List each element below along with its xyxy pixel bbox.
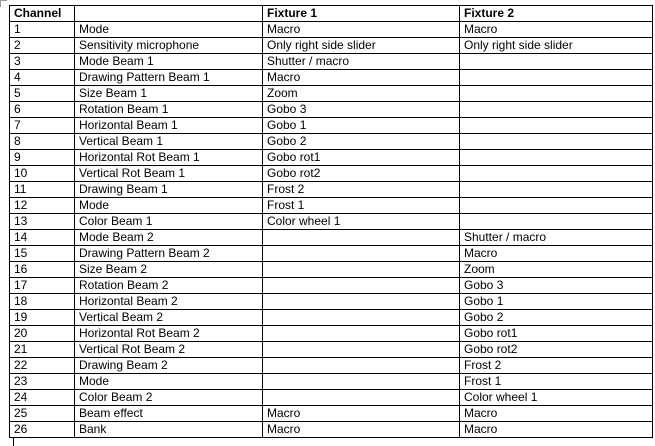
cell-fixture-2: Color wheel 1 — [460, 390, 653, 406]
cell-fixture-1: Gobo 2 — [263, 134, 460, 150]
cell-function: Vertical Beam 2 — [75, 310, 263, 326]
header-fixture-2: Fixture 2 — [460, 6, 653, 22]
cell-fixture-2 — [460, 102, 653, 118]
cell-function: Rotation Beam 2 — [75, 278, 263, 294]
cell-fixture-2 — [460, 118, 653, 134]
cell-fixture-1 — [263, 310, 460, 326]
cell-fixture-1: Macro — [263, 22, 460, 38]
cell-channel: 14 — [10, 230, 75, 246]
cell-fixture-2: Gobo 1 — [460, 294, 653, 310]
cell-fixture-2 — [460, 150, 653, 166]
cell-fixture-1 — [263, 246, 460, 262]
page-corner-mark — [0, 0, 7, 7]
cell-fixture-2: Gobo rot2 — [460, 342, 653, 358]
table-row — [10, 182, 653, 198]
table-row — [10, 230, 653, 246]
cell-fixture-2 — [460, 182, 653, 198]
cell-channel: 2 — [10, 38, 75, 54]
cell-fixture-1: Frost 2 — [263, 182, 460, 198]
cell-fixture-2 — [460, 134, 653, 150]
cell-fixture-2: Zoom — [460, 262, 653, 278]
cell-function: Color Beam 1 — [75, 214, 263, 230]
cell-channel: 8 — [10, 134, 75, 150]
cell-function: Horizontal Rot Beam 2 — [75, 326, 263, 342]
cell-fixture-2: Only right side slider — [460, 38, 653, 54]
cell-fixture-1 — [263, 230, 460, 246]
cell-fixture-2: Gobo 2 — [460, 310, 653, 326]
cell-channel: 3 — [10, 54, 75, 70]
cell-channel: 4 — [10, 70, 75, 86]
table-row — [10, 294, 653, 310]
table-row — [10, 310, 653, 326]
table-row — [10, 22, 653, 38]
cell-fixture-2: Gobo 3 — [460, 278, 653, 294]
table-row — [10, 342, 653, 358]
cell-channel: 25 — [10, 406, 75, 422]
cell-fixture-1: Shutter / macro — [263, 54, 460, 70]
cell-channel: 18 — [10, 294, 75, 310]
cell-channel: 12 — [10, 198, 75, 214]
cell-channel: 23 — [10, 374, 75, 390]
cell-fixture-2 — [460, 86, 653, 102]
cell-fixture-1 — [263, 262, 460, 278]
cell-fixture-2 — [460, 214, 653, 230]
cell-channel: 22 — [10, 358, 75, 374]
table-row — [10, 358, 653, 374]
cell-function: Mode — [75, 374, 263, 390]
cell-channel: 7 — [10, 118, 75, 134]
cell-function: Mode Beam 1 — [75, 54, 263, 70]
table-row — [10, 118, 653, 134]
table-row — [10, 214, 653, 230]
cell-fixture-1 — [263, 326, 460, 342]
cell-fixture-1 — [263, 374, 460, 390]
cell-function: Drawing Beam 1 — [75, 182, 263, 198]
cell-fixture-2: Macro — [460, 406, 653, 422]
cell-fixture-2: Frost 2 — [460, 358, 653, 374]
header-function — [75, 6, 263, 22]
cell-channel: 21 — [10, 342, 75, 358]
table-row — [10, 406, 653, 422]
cell-function: Drawing Pattern Beam 1 — [75, 70, 263, 86]
cell-fixture-1: Only right side slider — [263, 38, 460, 54]
table-row — [10, 198, 653, 214]
table-row — [10, 102, 653, 118]
cell-function: Color Beam 2 — [75, 390, 263, 406]
table-header-row — [10, 6, 653, 22]
cell-fixture-2: Shutter / macro — [460, 230, 653, 246]
cell-fixture-2 — [460, 198, 653, 214]
cell-function: Horizontal Rot Beam 1 — [75, 150, 263, 166]
table-row — [10, 150, 653, 166]
text-cursor — [13, 437, 14, 446]
cell-fixture-1: Macro — [263, 406, 460, 422]
cell-function: Rotation Beam 1 — [75, 102, 263, 118]
table-row — [10, 422, 653, 438]
cell-channel: 24 — [10, 390, 75, 406]
header-channel: Channel — [10, 6, 75, 22]
cell-fixture-1: Macro — [263, 70, 460, 86]
table-row — [10, 86, 653, 102]
cell-fixture-2 — [460, 70, 653, 86]
cell-fixture-1 — [263, 342, 460, 358]
cell-function: Mode Beam 2 — [75, 230, 263, 246]
table-row — [10, 134, 653, 150]
cell-function: Drawing Pattern Beam 2 — [75, 246, 263, 262]
cell-channel: 16 — [10, 262, 75, 278]
cell-fixture-1 — [263, 278, 460, 294]
cell-channel: 6 — [10, 102, 75, 118]
cell-fixture-1: Gobo 1 — [263, 118, 460, 134]
header-fixture-1: Fixture 1 — [263, 6, 460, 22]
cell-fixture-2 — [460, 166, 653, 182]
cell-fixture-1: Zoom — [263, 86, 460, 102]
table-row — [10, 374, 653, 390]
table-row — [10, 54, 653, 70]
cell-function: Size Beam 1 — [75, 86, 263, 102]
cell-channel: 17 — [10, 278, 75, 294]
cell-function: Vertical Rot Beam 1 — [75, 166, 263, 182]
table-row — [10, 262, 653, 278]
table-body — [10, 22, 653, 438]
cell-fixture-1: Gobo rot2 — [263, 166, 460, 182]
cell-function: Drawing Beam 2 — [75, 358, 263, 374]
cell-function: Horizontal Beam 1 — [75, 118, 263, 134]
cell-fixture-1: Color wheel 1 — [263, 214, 460, 230]
cell-fixture-2: Macro — [460, 422, 653, 438]
table-row — [10, 70, 653, 86]
cell-function: Mode — [75, 198, 263, 214]
table-row — [10, 166, 653, 182]
dmx-channel-table — [9, 5, 653, 438]
table-row — [10, 246, 653, 262]
cell-function: Vertical Beam 1 — [75, 134, 263, 150]
cell-fixture-1: Macro — [263, 422, 460, 438]
cell-function: Mode — [75, 22, 263, 38]
cell-fixture-2: Macro — [460, 246, 653, 262]
cell-channel: 9 — [10, 150, 75, 166]
cell-fixture-1 — [263, 358, 460, 374]
cell-fixture-1: Gobo 3 — [263, 102, 460, 118]
cell-function: Bank — [75, 422, 263, 438]
cell-fixture-1 — [263, 390, 460, 406]
cell-function: Size Beam 2 — [75, 262, 263, 278]
cell-channel: 26 — [10, 422, 75, 438]
cell-function: Sensitivity microphone — [75, 38, 263, 54]
cell-fixture-1: Gobo rot1 — [263, 150, 460, 166]
table-row — [10, 38, 653, 54]
cell-fixture-2 — [460, 54, 653, 70]
cell-fixture-2: Macro — [460, 22, 653, 38]
cell-channel: 19 — [10, 310, 75, 326]
cell-function: Horizontal Beam 2 — [75, 294, 263, 310]
cell-channel: 11 — [10, 182, 75, 198]
cell-channel: 10 — [10, 166, 75, 182]
table-row — [10, 278, 653, 294]
cell-channel: 15 — [10, 246, 75, 262]
table-row — [10, 326, 653, 342]
cell-function: Beam effect — [75, 406, 263, 422]
cell-fixture-2: Frost 1 — [460, 374, 653, 390]
table-row — [10, 390, 653, 406]
cell-function: Vertical Rot Beam 2 — [75, 342, 263, 358]
cell-channel: 20 — [10, 326, 75, 342]
cell-channel: 1 — [10, 22, 75, 38]
document-body — [9, 5, 653, 438]
cell-channel: 5 — [10, 86, 75, 102]
cell-fixture-2: Gobo rot1 — [460, 326, 653, 342]
cell-fixture-1: Frost 1 — [263, 198, 460, 214]
cell-channel: 13 — [10, 214, 75, 230]
cell-fixture-1 — [263, 294, 460, 310]
